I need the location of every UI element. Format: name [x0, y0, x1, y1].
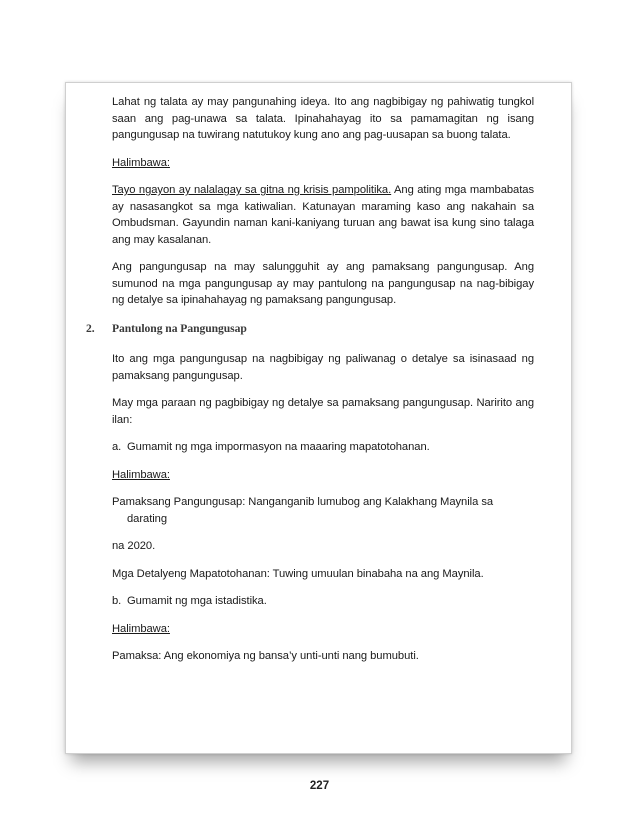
list-item-text: Gumamit ng mga impormasyon na maaaring mapatotohanan.	[127, 441, 430, 453]
intro-paragraph: Lahat ng talata ay may pangunahing ideya. Ito ang nagbibigay ng pahiwatig tungkol saan ang pag-unawa sa talata. Ipinahahayag ito sa pamamagitan ng isang pangungusap na tuwirang natutukoy kung ano ang pag-uusapan sa buong talata.	[112, 96, 534, 141]
page-number: 227	[309, 780, 330, 792]
section-heading	[86, 321, 534, 338]
example-paragraph	[112, 182, 534, 248]
list-item-text: Gumamit ng mga istadistika.	[127, 595, 267, 607]
example-label: Halimbawa:	[112, 156, 170, 169]
example-statement: Pamaksa: Ang ekonomiya ng bansa’y unti-unti nang bumubuti.	[112, 650, 419, 662]
example-line: Pamaksang Pangungusap: Nanganganib lumubog ang Kalakhang Maynila sa	[112, 496, 494, 508]
example-line-continued: darating	[127, 512, 168, 525]
explanation-paragraph: Ang pangungusap na may salungguhit ay ang pamaksang pangungusap. Ang sumunod na mga pangungusap ay may pantulong na pangungusap na nag-bibigay ng detalye sa ipinahahayag ng pamaksang pangungusap.	[112, 261, 534, 306]
section-title: Pantulong na Pangungusap	[112, 321, 247, 335]
ways-intro: May mga paraan ng pagbibigay ng detalye sa pamaksang pangungusap. Naririto ang ilan:	[112, 397, 534, 426]
list-marker: b.	[112, 595, 122, 607]
section-intro: Ito ang mga pangungusap na nagbibigay ng paliwanag o detalye sa isinasaad ng pamaksang pangungusap.	[112, 353, 534, 382]
list-marker: a.	[112, 441, 122, 453]
example-details: Mga Detalyeng Mapatotohanan: Tuwing umuulan binabaha na ang Maynila.	[112, 567, 484, 580]
page-content	[86, 94, 534, 676]
section-number: 2.	[86, 321, 95, 335]
example-topic-sentence	[112, 494, 534, 527]
example-label: Halimbawa:	[112, 468, 170, 481]
list-item-b	[112, 593, 534, 610]
supporting-sentences: Ang ating mga mambabatas ay nasasangkot sa mga katiwalian. Katunayan maraming kaso ang nakahain sa Ombudsman. Gayundin naman kani-kaniyang turuan ang bawat isa kung sino talaga ang may kasalanan.	[112, 184, 534, 246]
example-line-end: na 2020.	[112, 540, 156, 552]
list-item-a	[112, 439, 534, 456]
topic-sentence: Tayo ngayon ay nalalagay sa gitna ng krisis pampolitika.	[112, 184, 392, 196]
example-label: Halimbawa:	[112, 622, 170, 635]
